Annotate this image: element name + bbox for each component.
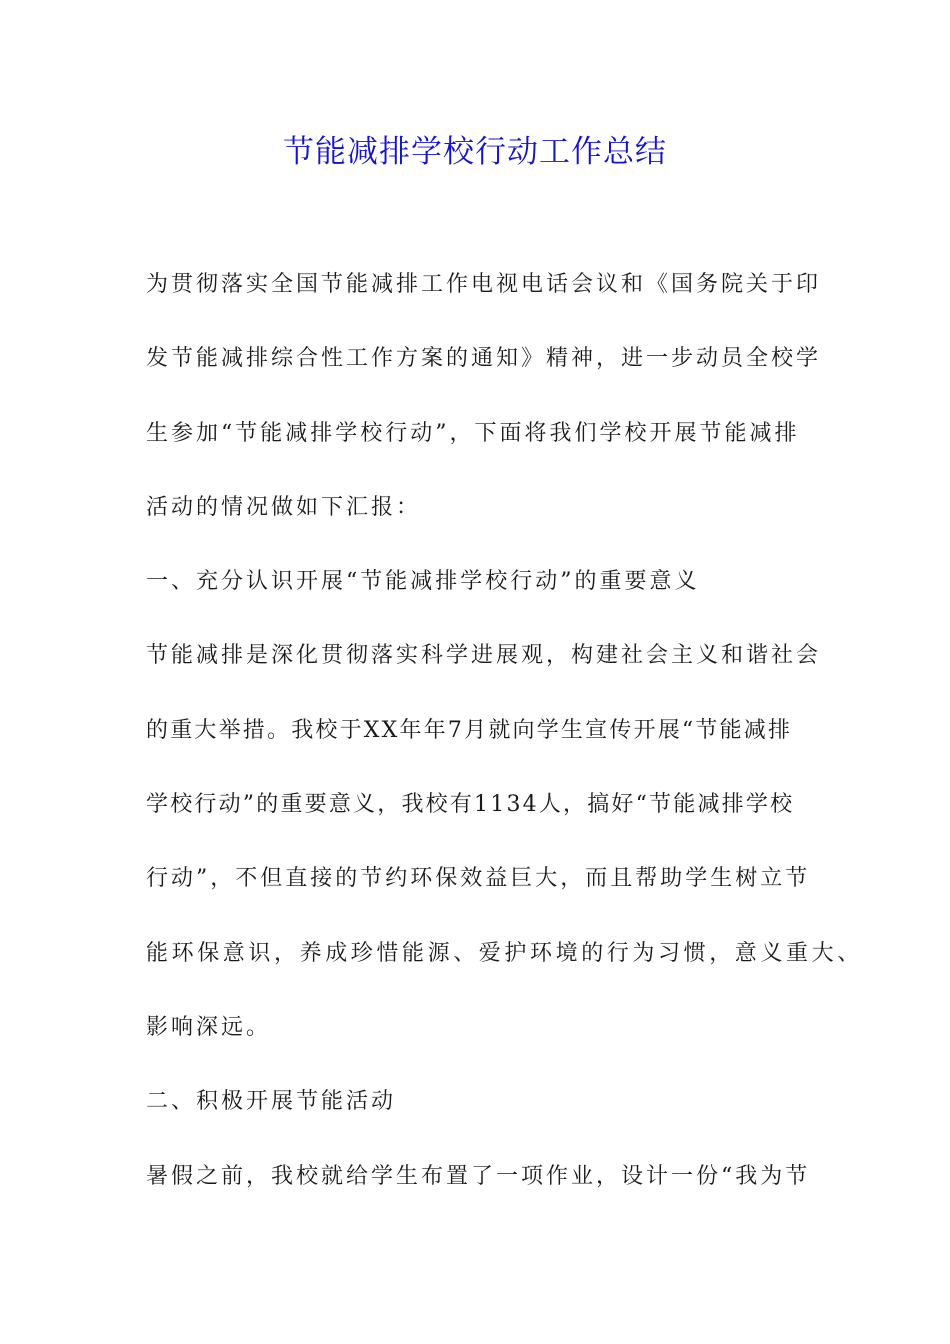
paragraph-line: 影响深远。 [146, 1014, 272, 1040]
paragraph-line: 生参加“节能减排学校行动”，下面将我们学校开展节能减排 [146, 420, 800, 446]
paragraph-line: 暑假之前，我校就给学生布置了一项作业，设计一份“我为节 [146, 1163, 811, 1189]
document-body [146, 258, 863, 1224]
section-heading: 一、充分认识开展“节能减排学校行动”的重要意义 [146, 569, 700, 595]
paragraph-line: 行动”，不但直接的节约环保效益巨大，而且帮助学生树立节 [146, 866, 811, 892]
paragraph-line: 的重大举措。我校于XX年年7月就向学生宣传开展“节能减排 [146, 717, 793, 743]
paragraph-line: 发节能减排综合性工作方案的通知》精神，进一步动员全校学 [146, 346, 822, 372]
paragraph-line: 学校行动”的重要意义，我校有1134人，搞好“节能减排学校 [146, 792, 795, 818]
paragraph-line: 能环保意识，养成珍惜能源、爱护环境的行为习惯，意义重大、 [146, 940, 863, 966]
document-title: 节能减排学校行动工作总结 [283, 134, 667, 170]
paragraph-line: 为贯彻落实全国节能减排工作电视电话会议和《国务院关于印 [146, 272, 822, 297]
paragraph-line: 节能减排是深化贯彻落实科学进展观，构建社会主义和谐社会 [146, 643, 822, 669]
paragraph-line: 活动的情况做如下汇报： [146, 494, 422, 520]
section-heading: 二、积极开展节能活动 [146, 1089, 397, 1115]
